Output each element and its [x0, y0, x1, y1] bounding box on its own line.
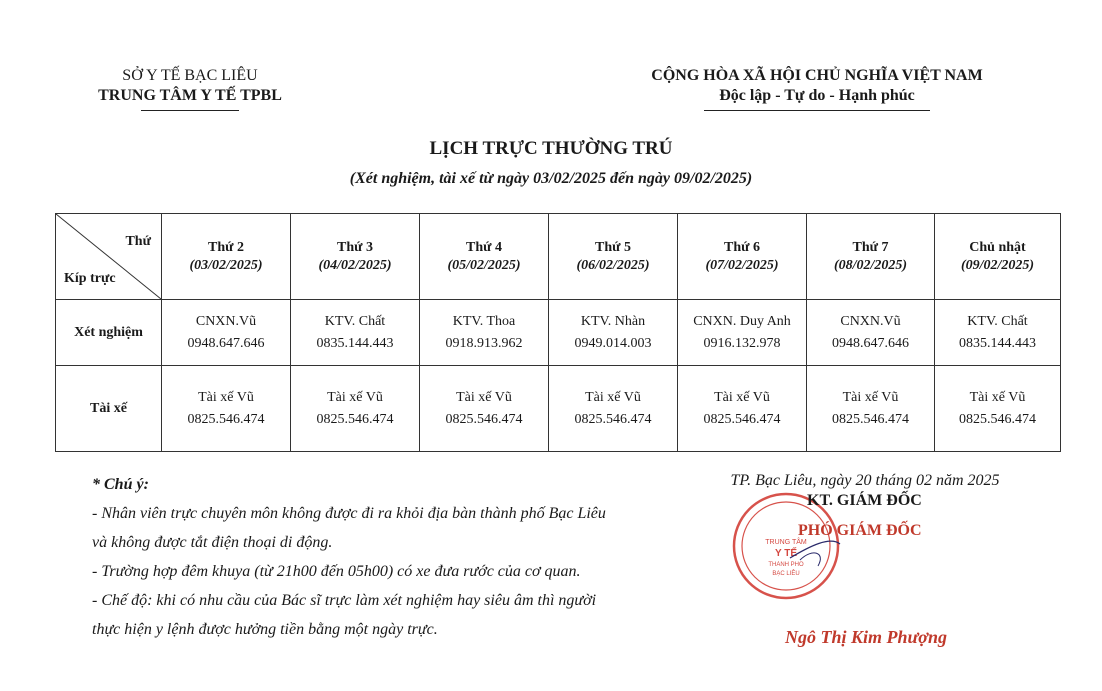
staff-name: Tài xế Vũ: [198, 389, 254, 405]
staff-name: Tài xế Vũ: [585, 389, 641, 405]
shift-cell: [420, 366, 549, 452]
corner-cell: [56, 214, 162, 300]
corner-top-label: Thứ: [125, 234, 151, 249]
national-title: CỘNG HÒA XÃ HỘI CHỦ NGHĨA VIỆT NAM: [651, 67, 983, 84]
day-header: [807, 214, 935, 300]
notes-title: * Chú ý:: [92, 476, 149, 493]
svg-text:BẠC LIÊU: BẠC LIÊU: [772, 571, 800, 577]
staff-phone: 0825.546.474: [187, 411, 265, 427]
note-line: và không được tắt điện thoại di động.: [92, 534, 333, 551]
schedule-table: [55, 213, 1061, 452]
staff-phone: 0825.546.474: [959, 411, 1036, 427]
day-date: (09/02/2025): [960, 257, 1035, 273]
shift-cell: [162, 300, 291, 366]
national-motto: Độc lập - Tự do - Hạnh phúc: [719, 87, 915, 104]
shift-cell: [678, 300, 807, 366]
staff-phone: 0916.132.978: [703, 335, 781, 351]
staff-phone: 0835.144.443: [316, 335, 394, 351]
signature-block: [690, 470, 1040, 647]
note-line: - Trường hợp đêm khuya (từ 21h00 đến 05h00) có xe đưa rước của cơ quan.: [92, 563, 581, 580]
day-date: (04/02/2025): [318, 257, 392, 273]
staff-phone: 0825.546.474: [445, 411, 523, 427]
staff-name: KTV. Chất: [324, 313, 386, 329]
header-right-underline: [704, 110, 930, 111]
day-name: Thứ 7: [852, 239, 889, 255]
day-header: [935, 214, 1061, 300]
staff-phone: 0948.647.646: [187, 335, 265, 351]
staff-phone: 0825.546.474: [703, 411, 781, 427]
staff-name: CNXN.Vũ: [195, 313, 257, 329]
staff-name: Tài xế Vũ: [842, 389, 899, 405]
header-right: [590, 66, 1044, 111]
shift-cell: [935, 366, 1061, 452]
place-date: TP. Bạc Liêu, ngày 20 tháng 02 năm 2025: [730, 472, 1000, 489]
day-header: [678, 214, 807, 300]
note-line: - Chế độ: khi có nhu cầu của Bác sĩ trực làm xét nghiệm hay siêu âm thì người: [92, 592, 597, 609]
staff-name: CNXN. Duy Anh: [693, 313, 791, 329]
shift-cell: [935, 300, 1061, 366]
document-title: LỊCH TRỰC THƯỜNG TRÚ: [429, 138, 673, 159]
document-subtitle: (Xét nghiệm, tài xế từ ngày 03/02/2025 đến ngày 09/02/2025): [349, 170, 753, 187]
staff-phone: 0835.144.443: [959, 335, 1036, 351]
staff-name: Tài xế Vũ: [456, 389, 512, 405]
day-name: Thứ 6: [723, 239, 761, 255]
notes-section: [92, 470, 712, 644]
day-header: [420, 214, 549, 300]
signer-role-primary: KT. GIÁM ĐỐC: [807, 492, 922, 509]
day-name: Thứ 3: [336, 239, 374, 255]
header-left: [60, 66, 320, 111]
staff-name: Tài xế Vũ: [327, 389, 383, 405]
shift-cell: [549, 366, 678, 452]
department-name: SỞ Y TẾ BẠC LIÊU: [122, 67, 258, 84]
shift-cell: [678, 366, 807, 452]
day-date: (07/02/2025): [705, 257, 779, 273]
note-line: - Nhân viên trực chuyên môn không được đi ra khỏi địa bàn thành phố Bạc Liêu: [92, 505, 606, 522]
staff-name: CNXN.Vũ: [840, 313, 901, 329]
staff-phone: 0949.014.003: [574, 335, 652, 351]
day-header: [549, 214, 678, 300]
staff-name: Tài xế Vũ: [969, 389, 1026, 405]
svg-text:THÀNH PHỐ: THÀNH PHỐ: [768, 562, 804, 568]
day-date: (03/02/2025): [189, 257, 263, 273]
shift-cell: [291, 300, 420, 366]
day-header: [162, 214, 291, 300]
staff-name: KTV. Chất: [967, 313, 1028, 329]
shift-cell: [807, 366, 935, 452]
shift-cell: [291, 366, 420, 452]
svg-text:Y TẾ: Y TẾ: [774, 548, 798, 559]
corner-bottom-label: Kíp trực: [64, 271, 116, 286]
day-name: Thứ 4: [465, 239, 503, 255]
day-date: (05/02/2025): [447, 257, 521, 273]
note-line: thực hiện y lệnh được hưởng tiền bằng một ngày trực.: [92, 621, 438, 638]
staff-phone: 0918.913.962: [445, 335, 523, 351]
svg-text:TRUNG TÂM: TRUNG TÂM: [765, 539, 807, 546]
signer-name: Ngô Thị Kim Phượng: [785, 627, 947, 647]
row-label: Xét nghiệm: [56, 300, 162, 366]
shift-cell: [549, 300, 678, 366]
table-header-row: [56, 214, 1061, 300]
table-row: [56, 300, 1061, 366]
staff-phone: 0825.546.474: [316, 411, 394, 427]
staff-phone: 0825.546.474: [832, 411, 909, 427]
header-left-underline: [141, 110, 239, 111]
staff-phone: 0825.546.474: [574, 411, 652, 427]
table-row: [56, 366, 1061, 452]
day-header: [291, 214, 420, 300]
day-date: (08/02/2025): [833, 257, 908, 273]
center-name: TRUNG TÂM Y TẾ TPBL: [98, 87, 282, 104]
shift-cell: [420, 300, 549, 366]
staff-phone: 0948.647.646: [832, 335, 909, 351]
day-name: Thứ 5: [594, 239, 632, 255]
shift-cell: [162, 366, 291, 452]
signer-role-secondary: PHÓ GIÁM ĐỐC: [798, 522, 922, 539]
staff-name: KTV. Thoa: [452, 313, 516, 329]
shift-cell: [807, 300, 935, 366]
day-date: (06/02/2025): [576, 257, 650, 273]
staff-name: Tài xế Vũ: [714, 389, 770, 405]
row-label: Tài xế: [56, 366, 162, 452]
day-name: Thứ 2: [207, 239, 245, 255]
staff-name: KTV. Nhàn: [580, 313, 646, 329]
day-name: Chủ nhật: [969, 239, 1026, 255]
